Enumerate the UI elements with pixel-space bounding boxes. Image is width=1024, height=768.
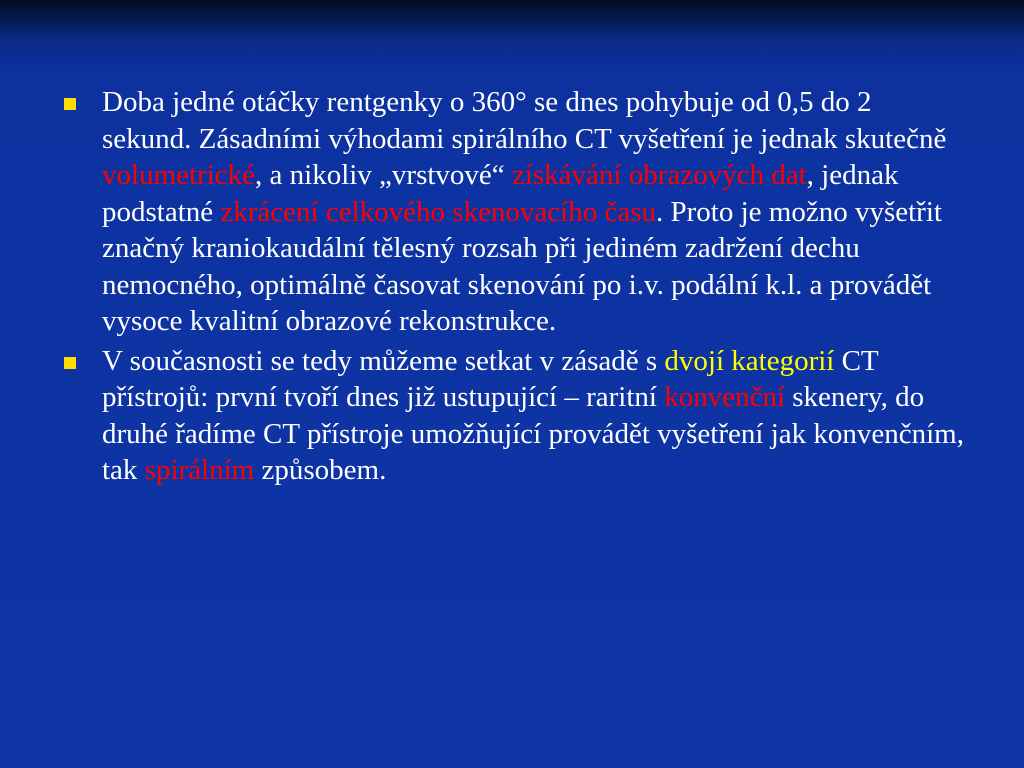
text-run: Doba jedné otáčky rentgenky o 360° se dnes pohybuje od 0,5 do 2 sekund. Zásadními výhodami spirálního CT vyšetření je jednak skutečně — [102, 86, 947, 155]
bullet-item-1 — [62, 84, 967, 340]
highlight-term: zkrácení celkového skenovacího času — [220, 195, 657, 228]
text-run: V současnosti se tedy můžeme setkat v zásadě s — [102, 344, 665, 377]
highlight-term: volumetrické — [102, 159, 256, 191]
highlight-term: dvojí kategorií — [664, 344, 835, 377]
text-run: . Proto je možno vyšetřit značný kraniokaudální tělesný rozsah při jediném zadržení dechu nemocného, optimálně časovat skenování po i.v. podální k.l. a provádět vysoce kvalitní obrazové rekonstrukce. — [102, 195, 942, 337]
bullet-item-2 — [62, 343, 967, 489]
text-run: , a nikoliv „vrstvové“ — [255, 159, 512, 191]
text-run: způsobem. — [254, 454, 387, 486]
text-run: , jednak podstatné — [102, 159, 899, 228]
square-bullet-icon — [64, 357, 76, 369]
highlight-term: spirálním — [144, 454, 255, 486]
highlight-term: konvenční — [664, 381, 786, 413]
text-run: skenery, do druhé řadíme CT přístroje umožňující provádět vyšetření jak konvenčním, tak — [102, 381, 964, 486]
text-run: CT přístrojů: první tvoří dnes již ustupující – raritní — [102, 344, 879, 413]
slide-content — [62, 84, 967, 492]
highlight-term: získávání obrazových dat — [511, 159, 807, 191]
square-bullet-icon — [64, 98, 76, 110]
